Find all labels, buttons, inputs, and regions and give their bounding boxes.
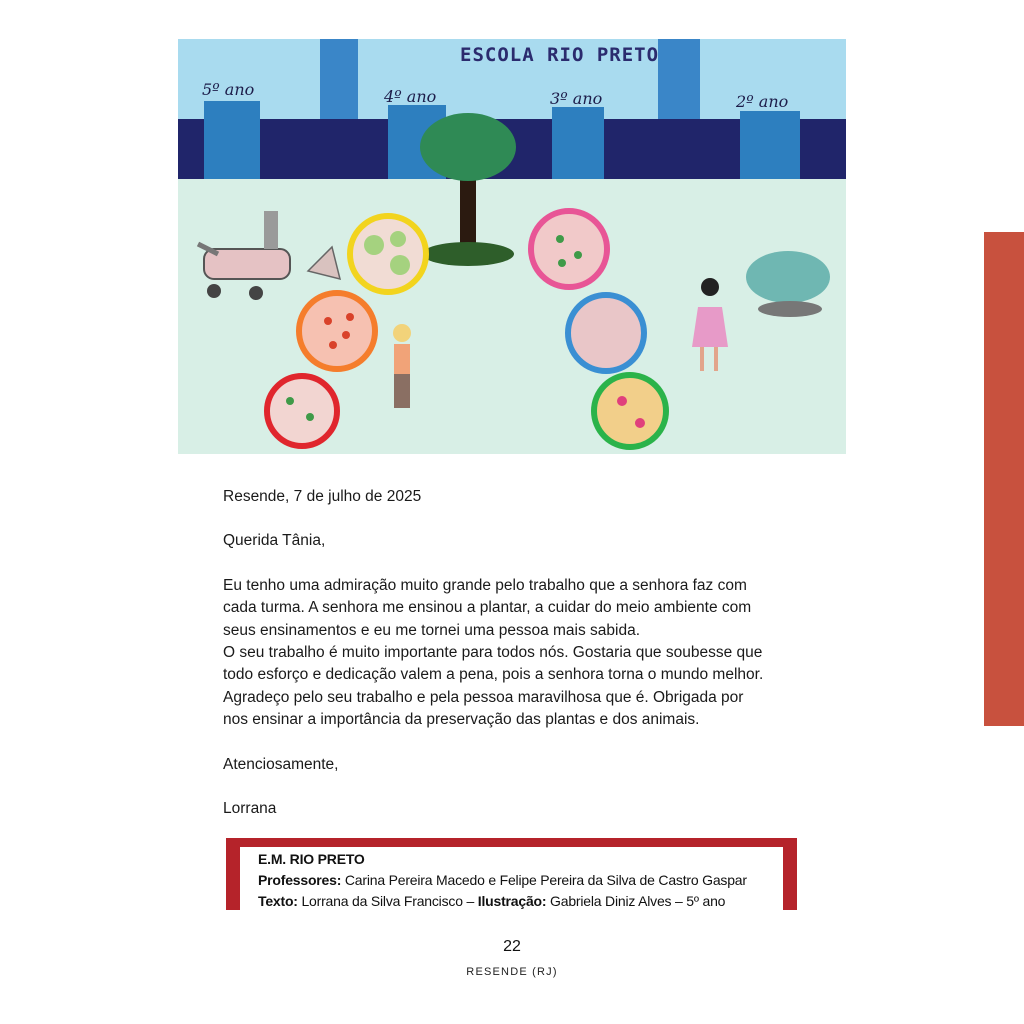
credits-content	[240, 847, 783, 910]
credits-teachers	[258, 870, 783, 891]
credits-box	[226, 838, 797, 910]
school-sign-text: ESCOLA RIO PRETO	[460, 44, 660, 66]
school-garden-drawing	[178, 39, 846, 454]
credits-teachers-value: Carina Pereira Macedo e Felipe Pereira da Silva de Castro Gaspar	[341, 872, 747, 888]
letter-date: Resende, 7 de julho de 2025	[223, 488, 422, 505]
page-location: RESENDE (RJ)	[466, 966, 558, 978]
letter-body-line: Agradeço pelo seu trabalho e pela pessoa maravilhosa que é. Obrigada por	[223, 688, 744, 706]
grade-label-2: 2º ano	[736, 92, 789, 111]
letter-text	[223, 486, 823, 820]
credits-illustration-value: Gabriela Diniz Alves – 5º ano	[546, 893, 726, 909]
letter-body-line: cada turma. A senhora me ensinou a plantar, a cuidar do meio ambiente com	[223, 599, 752, 617]
credits-text-value: Lorrana da Silva Francisco –	[297, 893, 478, 909]
letter-body-line: seus ensinamentos e eu me tornei uma pessoa mais sabida.	[223, 621, 641, 639]
credits-illustration-label: Ilustração:	[477, 893, 547, 909]
letter-body	[223, 575, 823, 732]
credits-school: E.M. RIO PRETO	[258, 851, 365, 867]
letter-signature: Lorrana	[223, 800, 277, 818]
letter-body-line: Eu tenho uma admiração muito grande pelo trabalho que a senhora faz com	[223, 576, 747, 594]
letter-greeting: Querida Tânia,	[223, 532, 326, 550]
grade-label-4: 4º ano	[384, 87, 437, 106]
credits-text-illustration	[258, 891, 783, 912]
letter-body-line: O seu trabalho é muito importante para todos nós. Gostaria que soubesse que	[223, 644, 763, 662]
letter-body-line: todo esforço e dedicação valem a pena, pois a senhora torna o mundo melhor.	[223, 666, 764, 684]
credits-text-label: Texto:	[258, 893, 298, 909]
letter-body-line: nos ensinar a importância da preservação das plantas e dos animais.	[223, 711, 700, 729]
grade-label-3: 3º ano	[550, 89, 603, 108]
page-number: 22	[503, 938, 521, 955]
credits-teachers-label: Professores:	[258, 872, 342, 888]
letter-closing: Atenciosamente,	[223, 755, 339, 773]
grade-label-5: 5º ano	[202, 80, 255, 99]
side-accent-bar	[984, 232, 1024, 726]
